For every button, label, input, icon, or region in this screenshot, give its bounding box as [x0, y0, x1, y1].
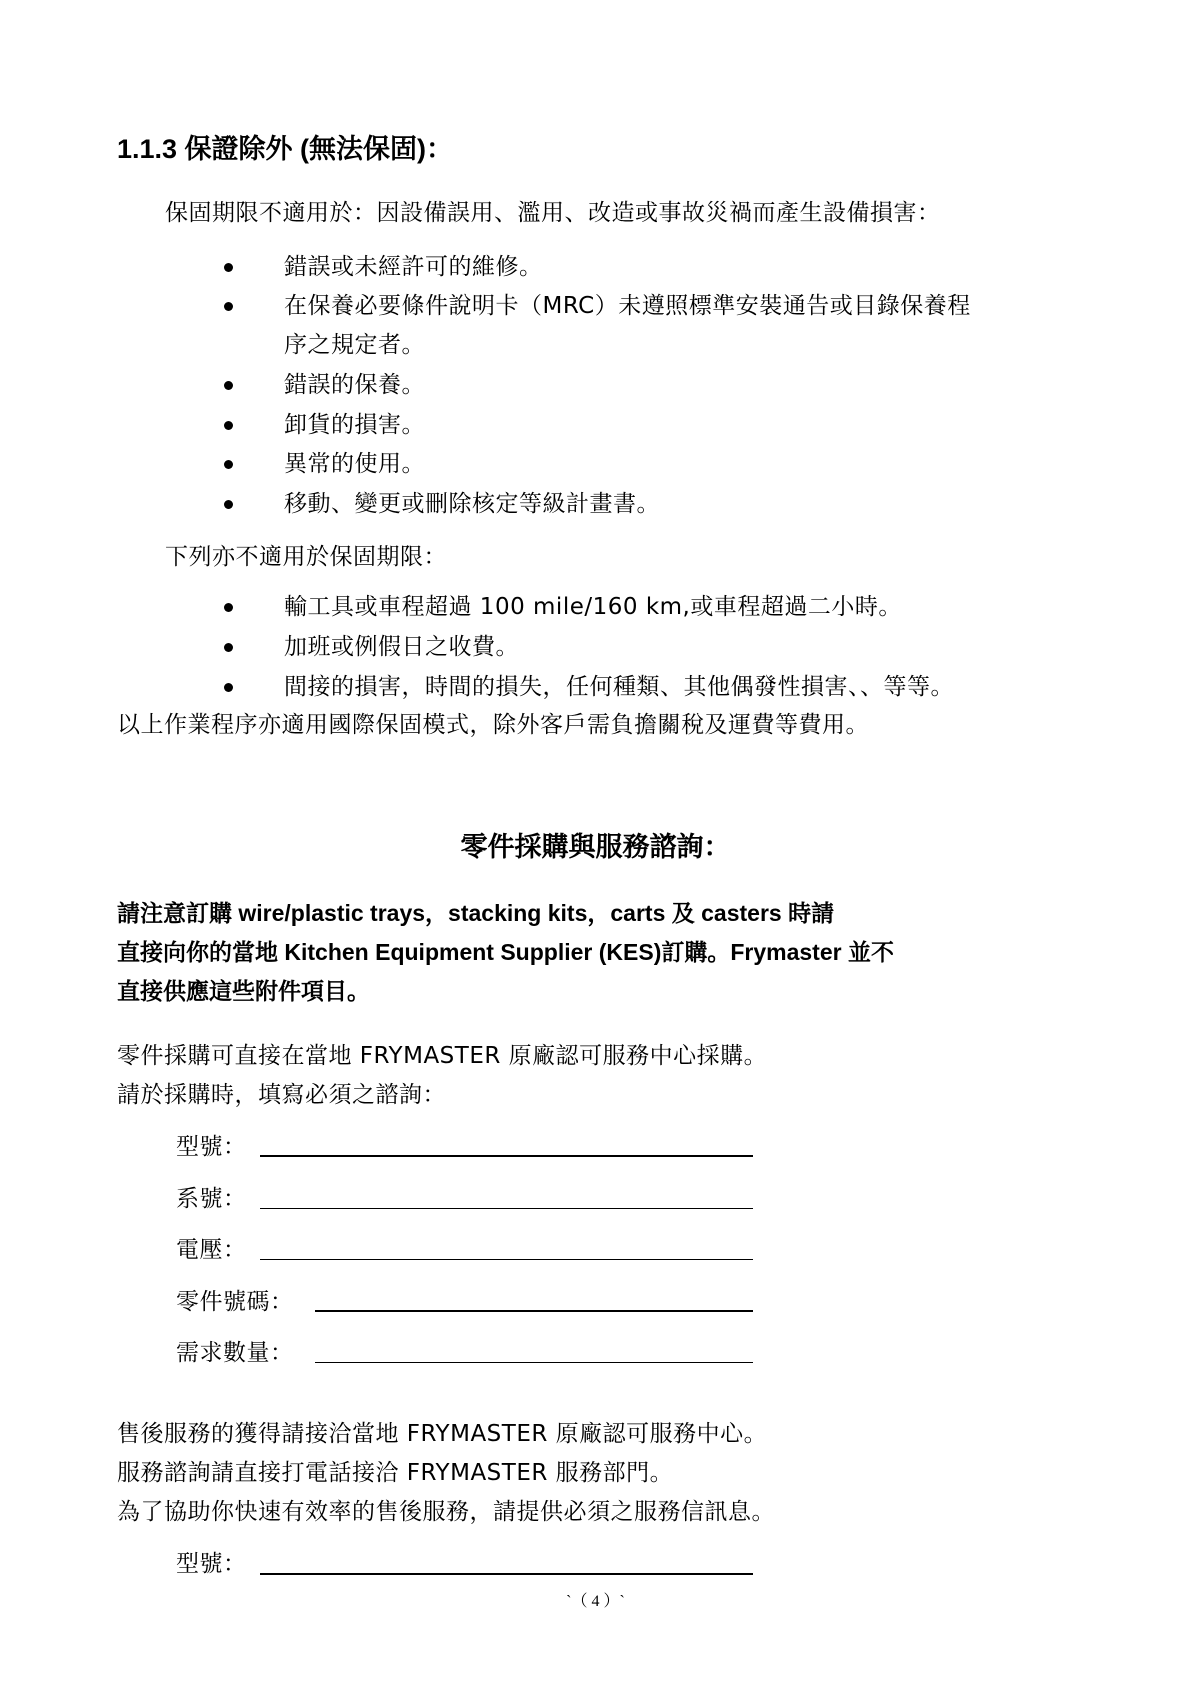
- list-item: 錯誤的保養。: [284, 372, 425, 398]
- intro-text: 保固期限不適用於：因設備誤用、濫用、改造或事故災禍而產生設備損害：: [165, 200, 941, 226]
- list-item-continuation: 序之規定者。: [284, 332, 425, 358]
- form-label-model: 型號：: [176, 1134, 247, 1160]
- list-item: 加班或例假日之收費。: [284, 634, 519, 660]
- notice-line: 請注意訂購 wire/plastic trays，stacking kits，carts 及 casters 時請: [117, 900, 835, 926]
- model-input-line[interactable]: [260, 1155, 753, 1157]
- service-line: 售後服務的獲得請接洽當地 FRYMASTER 原廠認可服務中心。: [117, 1421, 768, 1447]
- bullet-icon: [224, 643, 233, 652]
- bullet-icon: [224, 302, 233, 311]
- list-item: 卸貨的損害。: [284, 412, 425, 438]
- form-label-model: 型號：: [176, 1551, 247, 1577]
- list-item: 移動、變更或刪除核定等級計畫書。: [284, 491, 660, 517]
- list-item: 在保養必要條件說明卡（MRC）未遵照標準安裝通告或目錄保養程: [284, 293, 971, 319]
- service-model-input-line[interactable]: [260, 1573, 753, 1575]
- bullet-icon: [224, 381, 233, 390]
- parts-line: 零件採購可直接在當地 FRYMASTER 原廠認可服務中心採購。: [117, 1043, 768, 1069]
- bullet-icon: [224, 500, 233, 509]
- list-item: 異常的使用。: [284, 451, 425, 477]
- international-note: 以上作業程序亦適用國際保固模式，除外客戶需負擔關稅及運費等費用。: [117, 712, 869, 738]
- serial-input-line[interactable]: [260, 1208, 753, 1209]
- parts-title: 零件採購與服務諮詢：: [460, 832, 731, 862]
- voltage-input-line[interactable]: [260, 1259, 753, 1260]
- form-label-serial: 系號：: [176, 1186, 247, 1212]
- form-label-voltage: 電壓：: [176, 1237, 247, 1263]
- parts-line: 請於採購時，填寫必須之諮詢：: [117, 1082, 446, 1108]
- also-not-covered-text: 下列亦不適用於保固期限：: [165, 544, 447, 570]
- section-title: 1.1.3 保證除外 (無法保固)：: [117, 134, 454, 164]
- service-line: 為了協助你快速有效率的售後服務，請提供必須之服務信訊息。: [117, 1499, 775, 1525]
- bullet-icon: [224, 263, 233, 272]
- quantity-input-line[interactable]: [315, 1362, 753, 1363]
- list-item: 輸工具或車程超過 100 mile/160 km,或車程超過二小時。: [284, 594, 902, 620]
- bullet-icon: [224, 460, 233, 469]
- list-item: 間接的損害，時間的損失，任何種類、其他偶發性損害、、等等。: [284, 674, 954, 700]
- bullet-icon: [224, 683, 233, 692]
- list-item: 錯誤或未經許可的維修。: [284, 254, 543, 280]
- service-line: 服務諮詢請直接打電話接洽 FRYMASTER 服務部門。: [117, 1460, 674, 1486]
- bullet-icon: [224, 421, 233, 430]
- form-label-part-number: 零件號碼：: [176, 1289, 294, 1315]
- bullet-icon: [224, 603, 233, 612]
- form-label-quantity: 需求數量：: [176, 1340, 294, 1366]
- notice-line: 直接供應這些附件項目。: [117, 978, 370, 1004]
- notice-line: 直接向你的當地 Kitchen Equipment Supplier (KES)訂購。Frymaster 並不: [117, 939, 894, 965]
- page-number: `（ 4 ）`: [566, 1593, 625, 1610]
- part-number-input-line[interactable]: [315, 1310, 753, 1312]
